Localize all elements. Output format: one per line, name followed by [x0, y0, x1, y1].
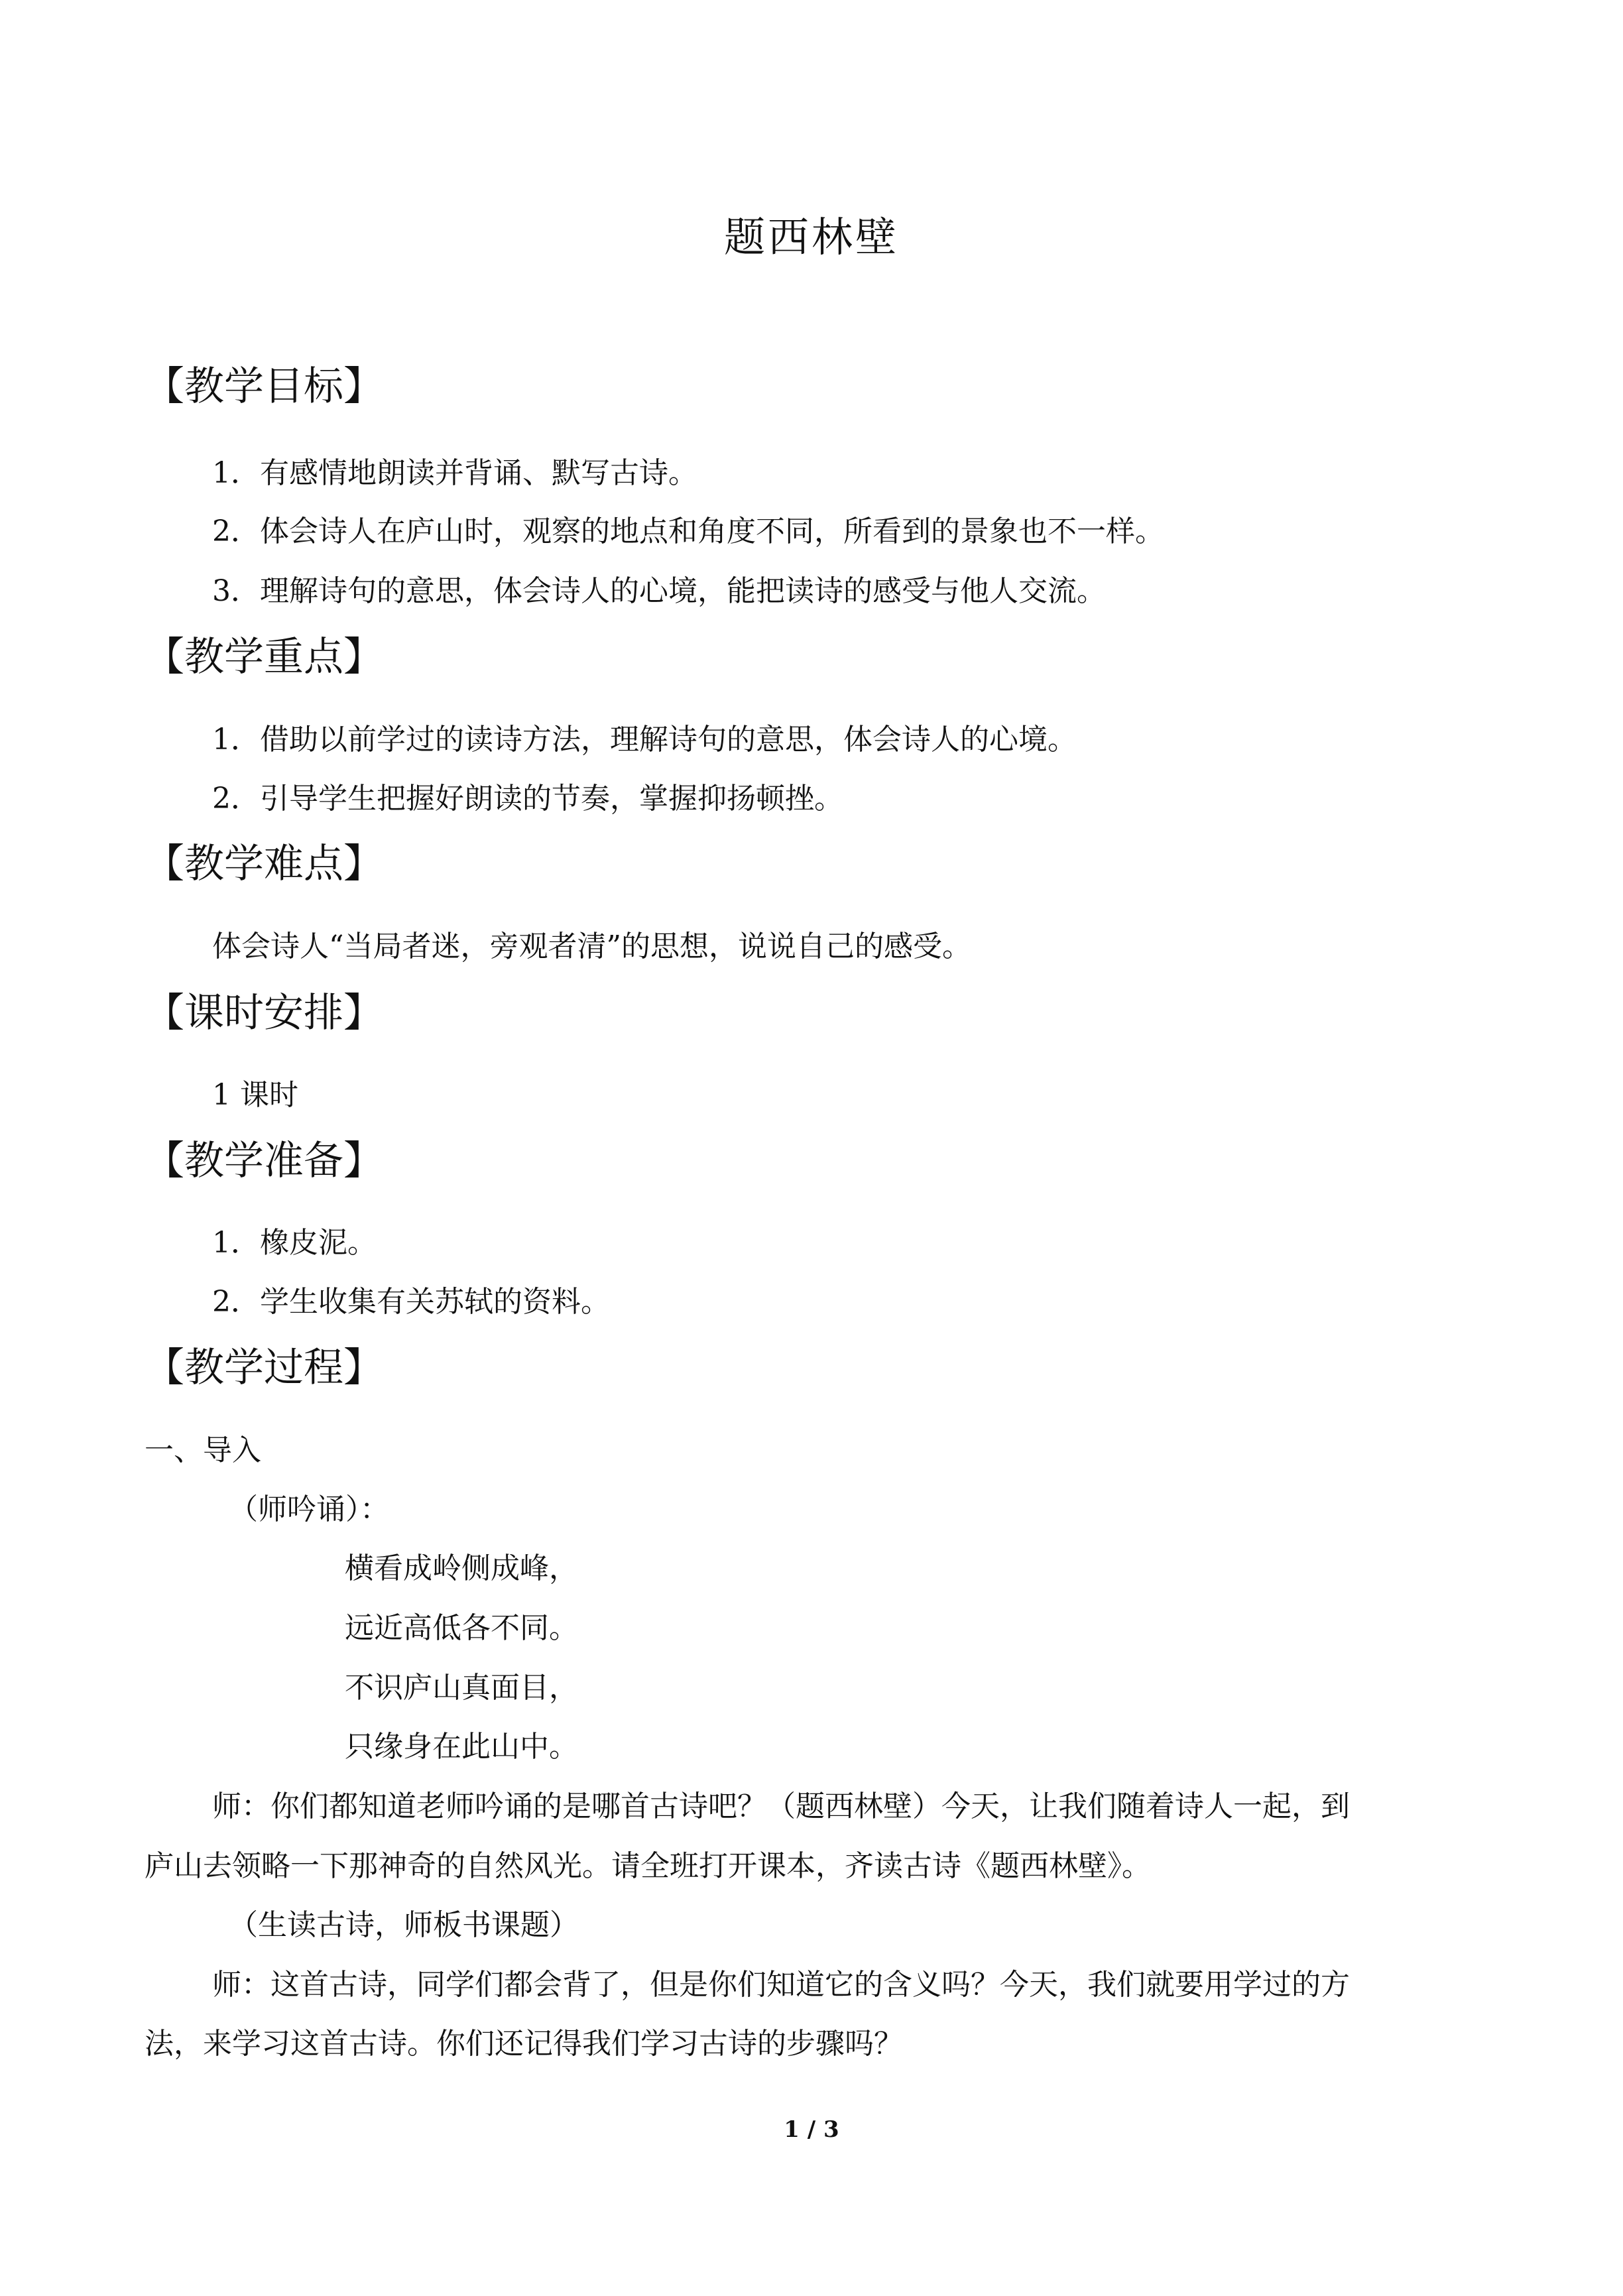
section-heading-key-points: 【教学重点】 — [145, 634, 383, 680]
goal-item-3: 3．理解诗句的意思，体会诗人的心境，能把读诗的感受与他人交流。 — [212, 574, 1106, 608]
paragraph-note-2: （生读古诗，师板书课题） — [229, 1908, 579, 1942]
poem-line-2: 远近高低各不同。 — [345, 1611, 578, 1645]
paragraph-1-line-1: 师：你们都知道老师吟诵的是哪首古诗吧？（题西林壁）今天，让我们随着诗人一起，到 — [212, 1789, 1350, 1823]
process-step-intro: 一、导入 — [145, 1433, 261, 1467]
preparation-item-2: 2．学生收集有关苏轼的资料。 — [212, 1285, 610, 1319]
paragraph-1-line-2: 庐山去领略一下那神奇的自然风光。请全班打开课本，齐读古诗《题西林壁》。 — [145, 1849, 1151, 1883]
preparation-item-1: 1．橡皮泥。 — [212, 1226, 377, 1260]
section-heading-goals: 【教学目标】 — [145, 363, 383, 410]
section-heading-process: 【教学过程】 — [145, 1345, 383, 1391]
poem-line-4: 只缘身在此山中。 — [345, 1730, 578, 1764]
goal-item-2: 2．体会诗人在庐山时，观察的地点和角度不同，所看到的景象也不一样。 — [212, 514, 1164, 548]
goal-item-1: 1．有感情地朗读并背诵、默写古诗。 — [212, 456, 697, 490]
schedule-text: 1 课时 — [212, 1078, 298, 1112]
section-heading-preparation: 【教学准备】 — [145, 1138, 383, 1184]
paragraph-2-line-2: 法，来学习这首古诗。你们还记得我们学习古诗的步骤吗？ — [145, 2027, 903, 2061]
section-heading-difficulties: 【教学难点】 — [145, 841, 383, 887]
poem-line-1: 横看成岭侧成峰， — [345, 1551, 578, 1585]
key-point-item-2: 2．引导学生把握好朗读的节奏，掌握抑扬顿挫。 — [212, 782, 843, 816]
paragraph-2-line-1: 师：这首古诗，同学们都会背了，但是你们知道它的含义吗？今天，我们就要用学过的方 — [212, 1968, 1350, 2002]
difficulty-text: 体会诗人“当局者迷，旁观者清”的思想，说说自己的感受。 — [212, 930, 971, 963]
poem-line-3: 不识庐山真面目， — [345, 1671, 578, 1705]
document-title: 题西林壁 — [723, 213, 899, 261]
section-heading-schedule: 【课时安排】 — [145, 990, 383, 1036]
page-number: 1 / 3 — [784, 2116, 839, 2143]
recite-note: （师吟诵）： — [229, 1492, 389, 1526]
key-point-item-1: 1．借助以前学过的读诗方法，理解诗句的意思，体会诗人的心境。 — [212, 723, 1077, 756]
